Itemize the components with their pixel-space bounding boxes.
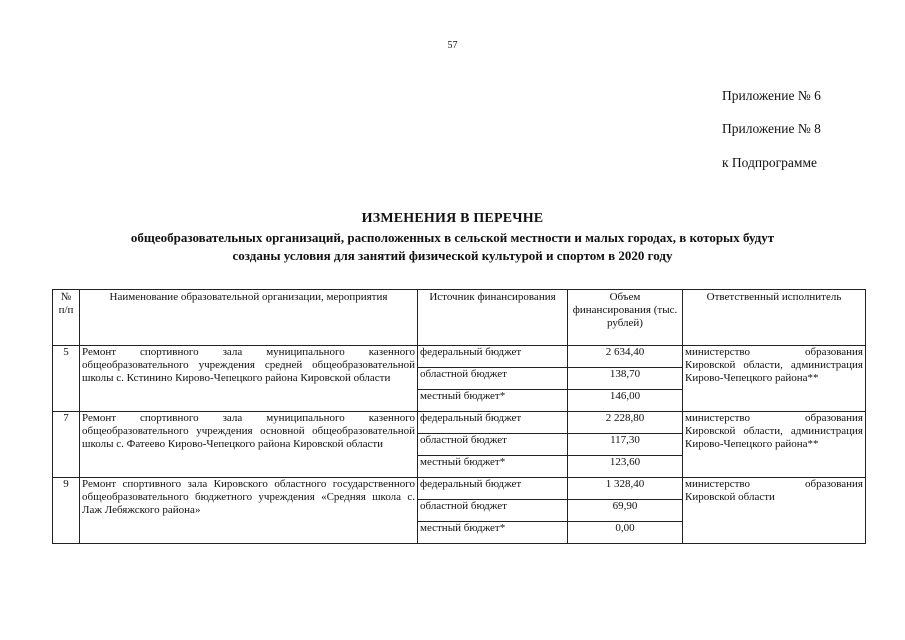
row-number: 5	[53, 346, 80, 412]
row-name: Ремонт спортивного зала муниципального казенного общеобразовательного учреждения средней общеобразовательной школы с. Кстинино Кирово-Чепецкого района Кировской области	[80, 346, 418, 412]
row-source: местный бюджет*	[418, 390, 568, 412]
institutions-table	[52, 289, 866, 544]
row-source: федеральный бюджет	[418, 346, 568, 368]
row-number: 9	[53, 478, 80, 544]
row-name: Ремонт спортивного зала муниципального казенного общеобразовательного учреждения основной общеобразовательной школы с. Фатеево Кирово-Чепецкого района Кировской области	[80, 412, 418, 478]
row-amount: 1 328,40	[568, 478, 683, 500]
row-source: областной бюджет	[418, 368, 568, 390]
row-amount: 123,60	[568, 456, 683, 478]
header-executor: Ответственный исполнитель	[683, 290, 866, 346]
header-name: Наименование образовательной организации, мероприятия	[80, 290, 418, 346]
row-source: областной бюджет	[418, 434, 568, 456]
table-row	[53, 478, 866, 500]
row-amount: 0,00	[568, 522, 683, 544]
row-amount: 117,30	[568, 434, 683, 456]
row-number: 7	[53, 412, 80, 478]
row-amount: 2 634,40	[568, 346, 683, 368]
appendix-line-1: Приложение № 6	[722, 88, 821, 103]
header-source: Источник финансирования	[418, 290, 568, 346]
row-amount: 138,70	[568, 368, 683, 390]
document-subtitle-line-1: общеобразовательных организаций, расположенных в сельской местности и малых городах, в которых будут	[130, 230, 775, 245]
row-amount: 2 228,80	[568, 412, 683, 434]
row-source: федеральный бюджет	[418, 412, 568, 434]
appendix-line-2: Приложение № 8	[722, 121, 821, 136]
row-amount: 146,00	[568, 390, 683, 412]
row-source: федеральный бюджет	[418, 478, 568, 500]
table-row	[53, 346, 866, 368]
row-name: Ремонт спортивного зала Кировского областного государственного общеобразовательного бюджетного учреждения «Средняя школа с. Лаж Лебяжского района»	[80, 478, 418, 544]
row-executor: министерство образования Кировской области	[683, 478, 866, 544]
table-row	[53, 412, 866, 434]
header-num: № п/п	[53, 290, 80, 346]
row-executor: министерство образования Кировской области, администрация Кирово-Чепецкого района**	[683, 412, 866, 478]
table-header-row	[53, 290, 866, 346]
page-number: 57	[447, 40, 458, 51]
document-subtitle-line-2: созданы условия для занятий физической культурой и спортом в 2020 году	[232, 248, 673, 263]
appendix-line-3: к Подпрограмме	[722, 155, 817, 170]
header-amount: Объем финансирования (тыс. рублей)	[568, 290, 683, 346]
row-amount: 69,90	[568, 500, 683, 522]
row-source: областной бюджет	[418, 500, 568, 522]
row-source: местный бюджет*	[418, 456, 568, 478]
row-executor: министерство образования Кировской области, администрация Кирово-Чепецкого района**	[683, 346, 866, 412]
document-title: ИЗМЕНЕНИЯ В ПЕРЕЧНЕ	[361, 211, 544, 226]
row-source: местный бюджет*	[418, 522, 568, 544]
